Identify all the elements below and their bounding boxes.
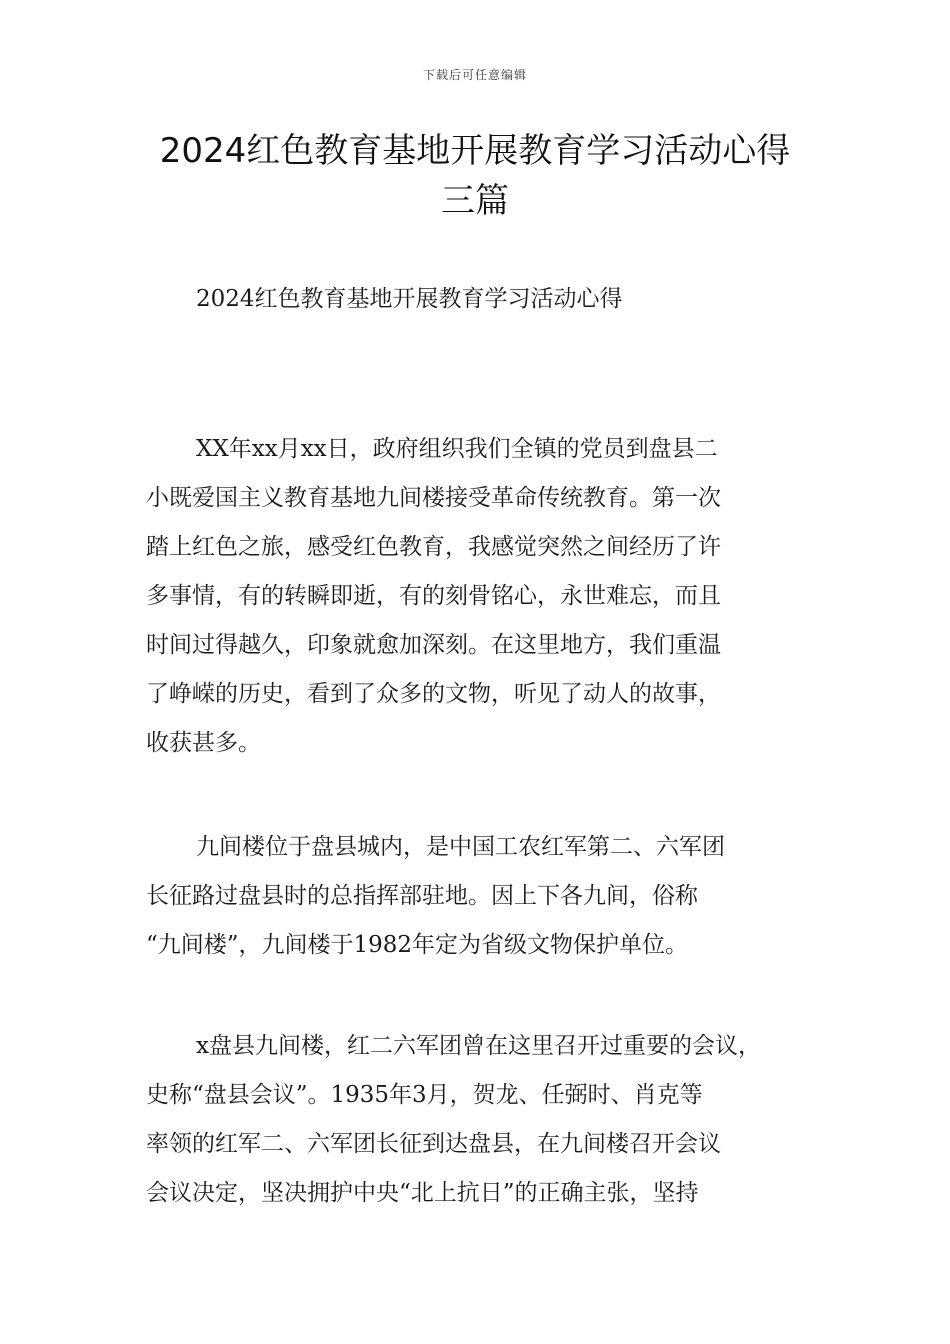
document-title-line-1: 2024红色教育基地开展教育学习活动心得 <box>159 131 791 171</box>
paragraph-line: 会议决定，坚决拥护中央“北上抗日”的正确主张，坚持 <box>146 1180 699 1206</box>
paragraph-line: 史称“盘县会议”。1935年3月，贺龙、任弼时、肖克等 <box>146 1082 703 1108</box>
paragraph-line: x盘县九间楼，红二六军团曾在这里召开过重要的会议， <box>196 1033 761 1059</box>
document-title-line-2: 三篇 <box>441 181 509 221</box>
paragraph-3 <box>146 1022 836 1218</box>
paragraph-line: 了峥嵘的历史，看到了众多的文物，听见了动人的故事， <box>146 681 721 707</box>
paragraph-line: 踏上红色之旅，感受红色教育，我感觉突然之间经历了许 <box>146 534 721 560</box>
document-title <box>120 126 830 226</box>
header-note: 下载后可任意编辑 <box>422 68 527 82</box>
paragraph-line: 时间过得越久，印象就愈加深刻。在这里地方，我们重温 <box>146 632 721 658</box>
paragraph-line: 长征路过盘县时的总指挥部驻地。因上下各九间，俗称 <box>146 883 698 909</box>
document-subtitle: 2024红色教育基地开展教育学习活动心得 <box>196 286 623 312</box>
paragraph-line: XX年xx月xx日，政府组织我们全镇的党员到盘县二 <box>196 436 718 462</box>
paragraph-1 <box>146 425 836 768</box>
paragraph-2 <box>146 823 836 970</box>
paragraph-line: 率领的红军二、六军团长征到达盘县，在九间楼召开会议 <box>146 1131 721 1157</box>
paragraph-line: “九间楼”，九间楼于1982年定为省级文物保护单位。 <box>146 932 689 958</box>
paragraph-line: 小既爱国主义教育基地九间楼接受革命传统教育。第一次 <box>146 485 721 511</box>
paragraph-line: 收获甚多。 <box>146 730 261 756</box>
paragraph-line: 多事情，有的转瞬即逝，有的刻骨铭心，永世难忘，而且 <box>146 583 721 609</box>
paragraph-line: 九间楼位于盘县城内，是中国工农红军第二、六军团 <box>196 834 725 860</box>
